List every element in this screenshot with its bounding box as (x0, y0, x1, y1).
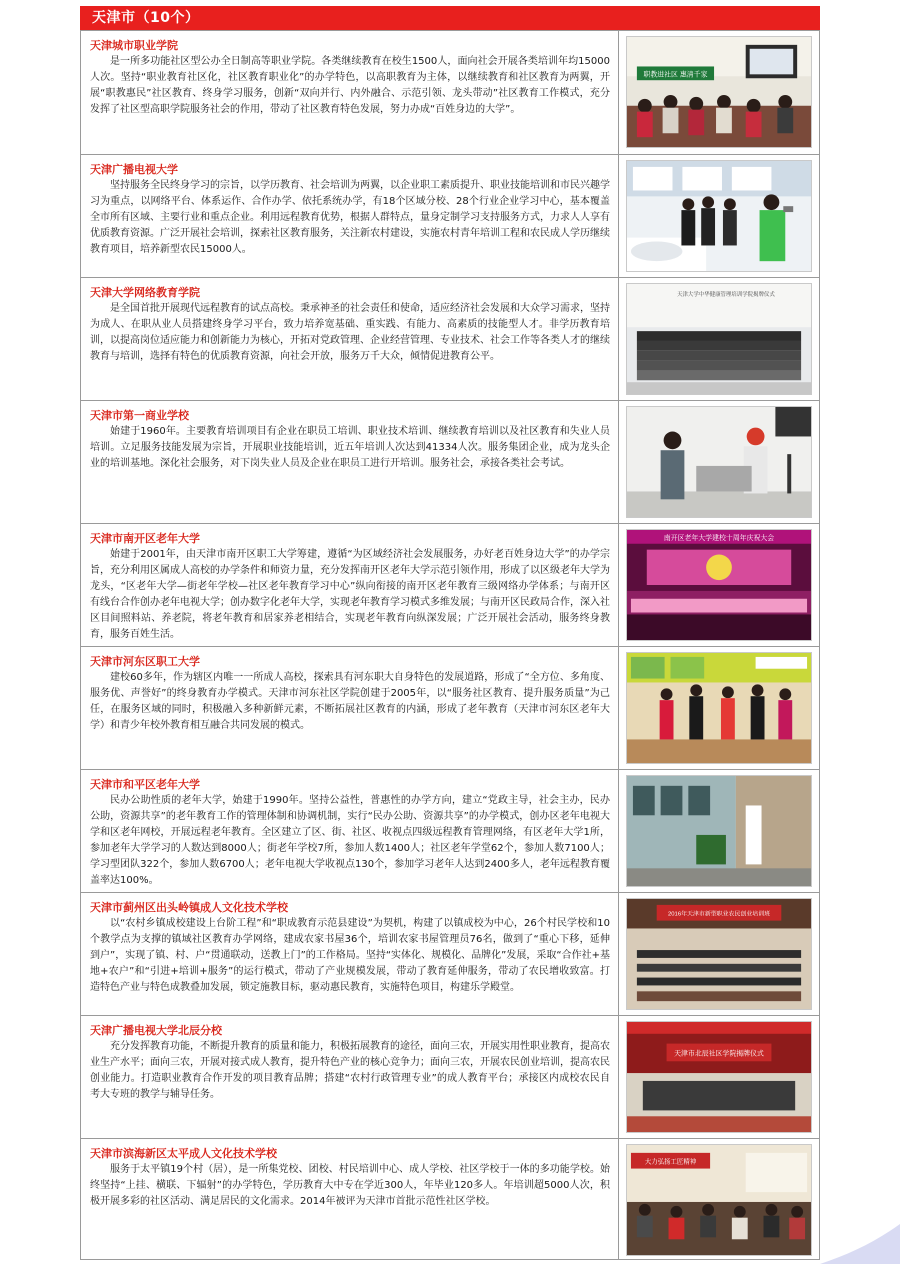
entry-photo (626, 283, 812, 395)
section-header (80, 6, 820, 30)
entry-description: 民办公助性质的老年大学，始建于1990年。坚持公益性，普惠性的办学方向，建立“党政主导，社会主办，民办公助，资源共享”的老年教育工作的管理体制和协调机制，实行“民办公助、资源共享”的办学模式，创办区老年电视大学和区老年网校，开展远程老年教育。全区建立了区、街、社区、收视点四级远程教育管理网络，有区老年大学1所，参加老年大学学习的人数达到8000人；街老年学校7所，参加人数1400人；社区老年学堂62个，参加人数7100人；学习型团队322个，参加人数6700人；老年电视大学收视点130个，参加学习老年人达到2400多人，老年远程教育覆盖率达100%。 (90, 795, 610, 886)
entry-text (81, 524, 619, 646)
section-title: 天津市（10个） (92, 10, 200, 26)
entry-title: 天津市河东区职工大学 (90, 655, 200, 668)
entry-description: 服务于太平镇19个村（居），是一所集党校、团校、村民培训中心、成人学校、社区学校于一体的多功能学校。始终坚持“上挂、横联、下辐射”的办学特色，学历教育大中专在学近300人，年毕业120多人。年培训超5000人次，积极开展多彩的社区活动、满足居民的文化需求。2014年被评为天津市首批示范性社区学校。 (90, 1164, 610, 1207)
entry-description: 坚持服务全民终身学习的宗旨，以学历教育、社会培训为两翼，以企业职工素质提升、职业技能培训和市民兴趣学习为重点，以网络平台、体系运作、合作办学、依托系统办学，有18个区域分校、28个行业企业学习中心，基本覆盖全市所有区域、主要行业和重点企业。利用远程教育优势，根据人群特点，量身定制学习支持服务方式，力求人人享有优质教育资源。广泛开展社会培训，探索社区教育服务，关注新农村建设，实施农村青年培训工程和农民成人学历继续教育项目，培养新型农民15000人。 (90, 180, 610, 255)
entry-title: 天津市滨海新区太平成人文化技术学校 (90, 1147, 277, 1160)
photo-banner-text: 天津大学中华健康管理培训学院揭牌仪式 (677, 291, 775, 298)
list-item (81, 31, 819, 154)
entry-description: 始建于2001年，由天津市南开区职工大学筹建，遵循“为区域经济社会发展服务，办好老百姓身边大学”的办学宗旨，充分利用区属成人高校的办学条件和师资力量，充分发挥南开区老年大学示范引领作用，形成了以区级老年大学为龙头，“区老年大学—街老年学校—社区老年教育学习中心”纵向衔接的南开区老年教育三级网络办学体系；与南开区有线台合作创办老年电视大学；创办数字化老年大学，实现老年教育学习模式多维发展；与南开区民政局合作，深入社区目间照料站、养老院，将老年教育和居家养老相结合，实现老年教育向纵深发展；广泛开展社会活动，服务终身教育，服务百姓生活。 (90, 549, 610, 640)
photo-banner-text: 大力弘扬工匠精神 (644, 1158, 697, 1166)
list-item (81, 277, 819, 400)
list-item (81, 154, 819, 277)
school-list (80, 30, 820, 1260)
list-item (81, 646, 819, 769)
entry-text (81, 1016, 619, 1138)
entry-description: 建校60多年，作为辖区内唯一一所成人高校，探索具有河东职大自身特色的发展道路，形成了“全方位、多角度、服务优、声誉好”的终身教育办学模式。天津市河东社区学院创建于2005年，以“服务社区教育、提升服务质量”为己任，在服务区域的同时，积极融入多种新鲜元素，不断拓展社区教育的内涵，形成了老年教育（天津市河东区老年大学）和青少年校外教育相互融合共同发展的模式。 (90, 672, 610, 731)
entry-text (81, 1139, 619, 1259)
corner-decoration (820, 1224, 900, 1264)
list-item (81, 523, 819, 646)
entry-photo (626, 652, 812, 764)
entry-description: 是一所多功能社区型公办全日制高等职业学院。各类继续教育在校生1500人，面向社会开展各类培训年均15000人次。坚持“职业教育社区化，社区教育职业化”的办学特色，以高职教育为主体，以继续教育和社区教育为两翼，开展“职教惠民”社区教育、终身学习服务，创新“双向并行、内外融合、示范引领、龙头带动”社区教育工作模式，充分发挥了社区型高职学院服务社会的作用，带动了社区教育特色发展，努力办成“百姓身边的大学”。 (90, 56, 610, 115)
entry-photo (626, 898, 812, 1010)
entry-text (81, 893, 619, 1015)
entry-photo (626, 775, 812, 887)
entry-photo (626, 1021, 812, 1133)
entry-description: 始建于1960年。主要教育培训项目有企业在职员工培训、职业技术培训、继续教育培训以及社区教育和失业人员培训。立足服务技能发展为宗旨，开展职业技能培训，近五年培训人次达到41334人次。服务集团企业，成为龙头企业的培训基地。深化社会服务，对下岗失业人员及企业在职员工进行开培训。服务社会，承接各类社会考试。 (90, 426, 610, 469)
entry-title: 天津广播电视大学 (90, 163, 178, 176)
list-item (81, 1015, 819, 1138)
photo-banner-text: 天津市北辰社区学院揭牌仪式 (674, 1050, 764, 1058)
list-item (81, 892, 819, 1015)
entry-photo (626, 406, 812, 518)
entry-text (81, 155, 619, 277)
photo-banner-text: 2016年天津市新型职业农民创业培训班 (667, 911, 771, 918)
entry-photo (626, 160, 812, 272)
entry-title: 天津城市职业学院 (90, 39, 178, 52)
entry-title: 天津市第一商业学校 (90, 409, 189, 422)
entry-title: 天津市南开区老年大学 (90, 532, 200, 545)
entry-text (81, 401, 619, 523)
entry-photo (626, 1144, 812, 1256)
entry-text (81, 770, 619, 892)
photo-banner-text: 南开区老年大学建校十周年庆祝大会 (663, 534, 775, 542)
entry-text (81, 647, 619, 769)
list-item (81, 769, 819, 892)
entry-photo (626, 529, 812, 641)
entry-photo (626, 36, 812, 148)
list-item (81, 400, 819, 523)
entry-description: 以“农村乡镇成校建设上台阶工程”和“职成教育示范县建设”为契机，构建了以镇成校为中心，26个村民学校和10个教学点为支撑的镇域社区教育办学网络，建成农家书屋36个，培训农家书屋管理员76名，做到了“重心下移，延伸到户”，实现了镇、村、户“贯通联动，送教上门”的工作格局。坚持“实体化、规模化、品牌化”发展，采取“合作社+基地+农户”和“引进+培训+服务”的运行模式，带动了产业规模发展，带动了教育延伸服务，带动了农民增收致富。打造特色产业与特色成教叠加发展，锁定施教目标，驱动惠民教育，实施特色项目，构建乐学殿堂。 (90, 918, 610, 993)
entry-text (81, 31, 619, 154)
entry-title: 天津大学网络教育学院 (90, 286, 200, 299)
entry-title: 天津市蓟州区出头岭镇成人文化技术学校 (90, 901, 288, 914)
entry-title: 天津市和平区老年大学 (90, 778, 200, 791)
list-item (81, 1138, 819, 1259)
photo-banner-text: 职教进社区 惠清千家 (643, 71, 708, 79)
entry-description: 充分发挥教育功能，不断提升教育的质量和能力，积极拓展教育的途径，面向三农，开展实用性职业教育，提高农业生产水平；面向三农，开展对接式成人教育，提升特色产业的核心竞争力；面向三农，开展农民创业培训，提高农民创业能力。打造职业教育合作开发的项目教育品牌；搭建“农村行政管理专业”的成人教育平台；承接区内成校农民自考大专班的教学与辅导任务。 (90, 1041, 610, 1100)
entry-text (81, 278, 619, 400)
entry-title: 天津广播电视大学北辰分校 (90, 1024, 222, 1037)
entry-description: 是全国首批开展现代远程教育的试点高校。秉承神圣的社会责任和使命，适应经济社会发展和大众学习需求，坚持为成人、在职从业人员搭建终身学习平台，致力培养宽基础、重实践、有能力、高素质的技能型人才。非学历教育培训，以提高岗位适应能力和创新能力为核心，开拓对党政管理、企业经营管理、专业技术、社会工作等各类人才的继续教育与培训，选择有特色的优质教育资源，向社会开放，服务万千大众，倾情促进教育公平。 (90, 303, 610, 362)
